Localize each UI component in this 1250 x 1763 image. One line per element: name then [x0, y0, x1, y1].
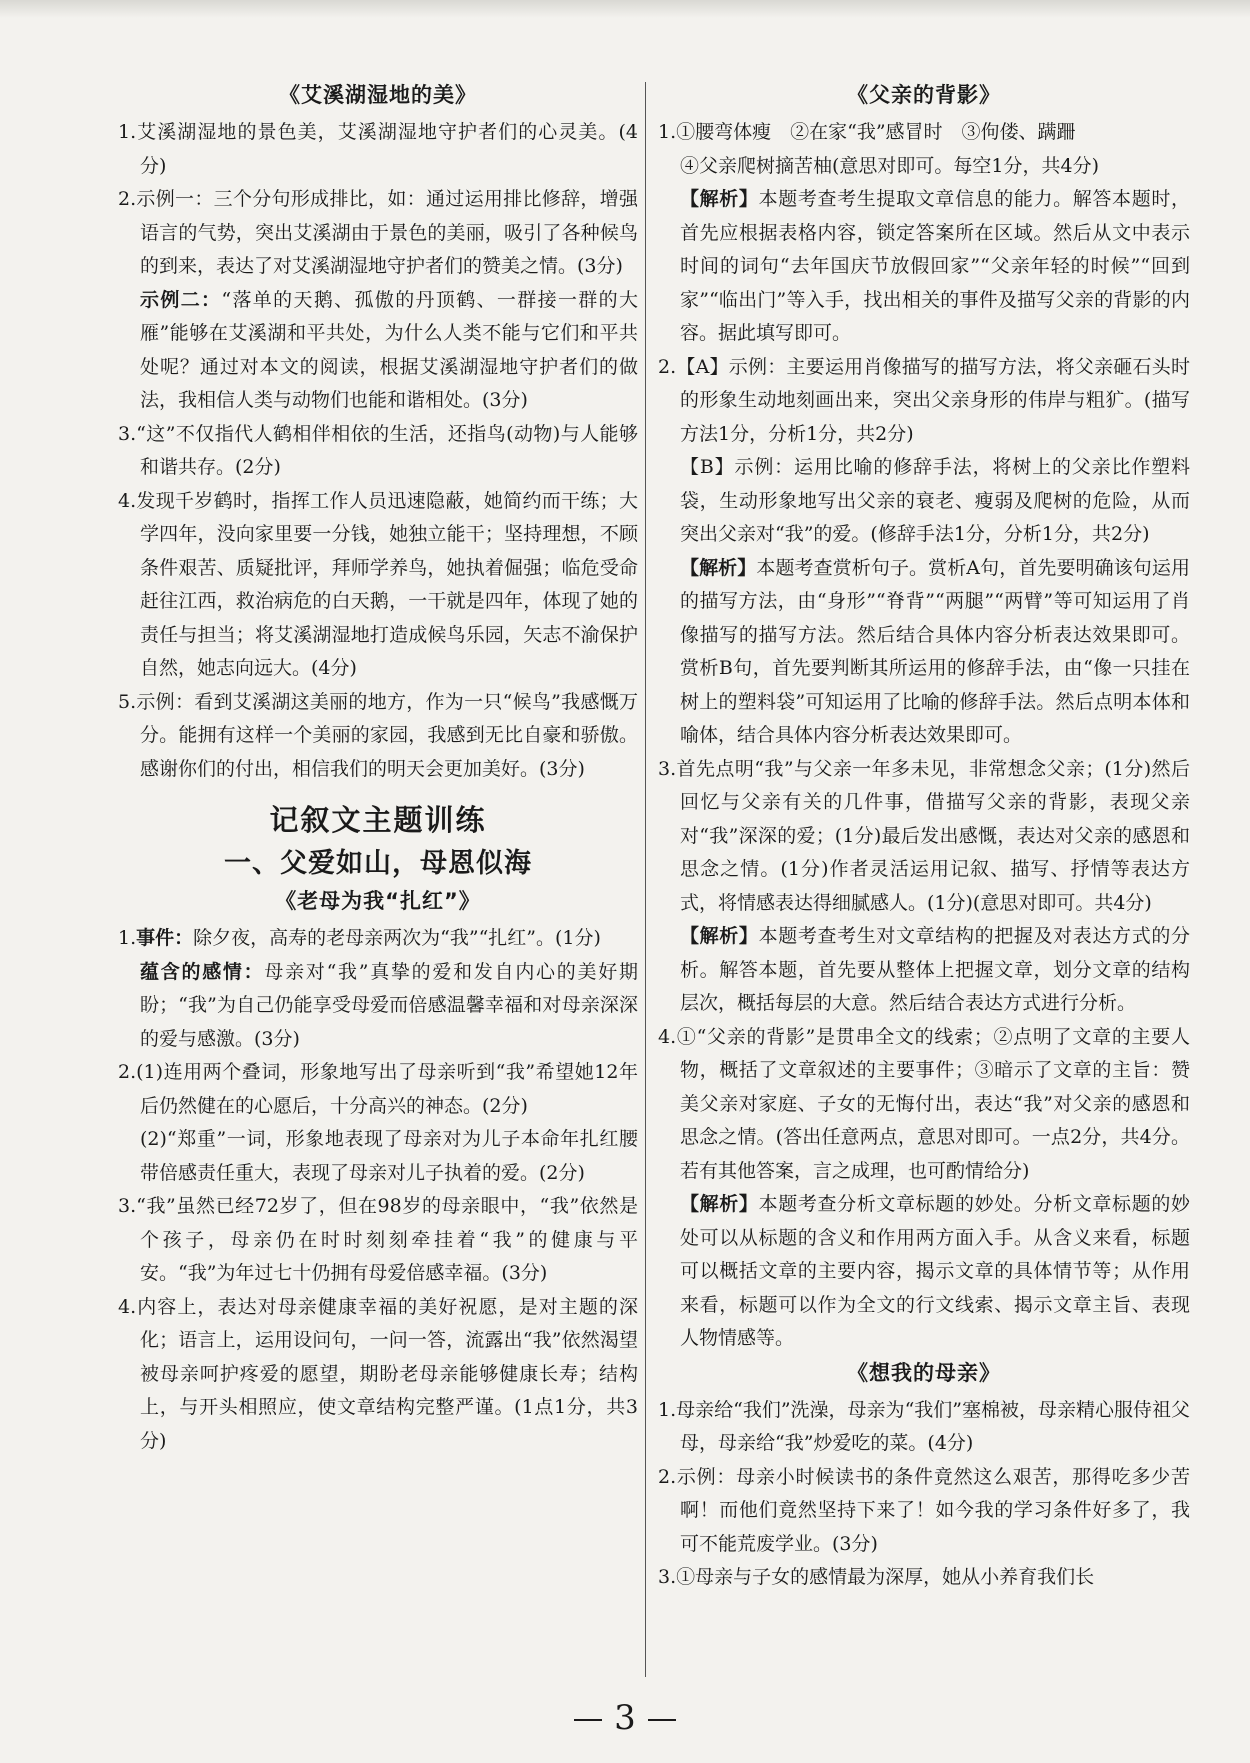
analysis-1: 【解析】本题考查考生提取文章信息的能力。解答本题时，首先应根据表格内容，锁定答案所在区域。然后从文中表示时间的词句“去年国庆节放假回家”“父亲年轻的时候”“回到家”“临出门”等入手，找出相关的事件及描写父亲的背影的内容。据此填写即可。 — [680, 188, 1190, 344]
right-column — [658, 78, 1190, 1595]
fuqin-answer-2b: 【B】示例：运用比喻的修辞手法，将树上的父亲比作塑料袋，生动形象地写出父亲的衰老、瘦弱及爬树的危险，从而突出父亲对“我”的爱。(修辞手法1分，分析1分，共2分) — [680, 456, 1190, 545]
muqin-answer-3: 3.①母亲与子女的感情最为深厚，她从小养育我们长 — [658, 1566, 1095, 1588]
fuqin-answer-1-cont: ④父亲爬树摘苦柚(意思对即可。每空1分，共4分) — [680, 154, 1100, 177]
section-title-aixihu: 《艾溪湖湿地的美》 — [279, 83, 477, 107]
emotion-text: 母亲对“我”真挚的爱和发自内心的美好期盼；“我”为自己仍能享受母爱而倍感温馨幸福和对母亲深深的爱与感激。(3分) — [140, 960, 638, 1050]
answer-1: 1.艾溪湖湿地的景色美，艾溪湖湿地守护者们的心灵美。(4分) — [118, 121, 638, 177]
analysis-label: 【解析】 — [680, 925, 759, 947]
section-title-muqin: 《想我的母亲》 — [847, 1360, 1001, 1385]
fuqin-answer-1: 1.①腰弯体瘦 ②在家“我”感冒时 ③佝偻、蹒跚 — [658, 121, 1076, 143]
unit-title: 一、父爱如山，母恩似海 — [224, 848, 532, 879]
left-column — [118, 78, 638, 1458]
answer-2: 2.示例一：三个分句形成排比，如：通过运用排比修辞，增强语言的气势，突出艾溪湖由于景色的美丽，吸引了各种候鸟的到来，表达了对艾溪湖湿地守护者们的赞美之情。(3分) — [118, 188, 638, 277]
analysis-label: 【解析】 — [680, 556, 757, 579]
answer-2-example-2 — [118, 284, 638, 418]
muqin-answer-2: 2.示例：母亲小时候读书的条件竟然这么艰苦，那得吃多少苦啊！而他们竟然坚持下来了！如今我的学习条件好多了，我可不能荒废学业。(3分) — [658, 1465, 1190, 1555]
analysis-label: 【解析】 — [680, 1193, 759, 1215]
fuqin-answer-4: 4.①“父亲的背影”是贯串全文的线索；②点明了文章的主要人物，概括了文章叙述的主要事件；③暗示了文章的主旨：赞美父亲对家庭、子女的无悔付出，表达“我”对父亲的感恩和思念之情。(答出任意两点，意思对即可。一点2分，共4分。若有其他答案，言之成理，也可酌情给分) — [658, 1025, 1190, 1182]
laomu-answer-1: 1.事件：除夕夜，高寿的老母亲两次为“我”“扎红”。(1分) — [118, 927, 601, 949]
event-text: 除夕夜，高寿的老母亲两次为“我”“扎红”。(1分) — [193, 927, 601, 949]
laomu-answer-1-emotion — [118, 956, 638, 1057]
answer-5: 5.示例：看到艾溪湖这美丽的地方，作为一只“候鸟”我感慨万分。能拥有这样一个美丽的家园，我感到无比自豪和骄傲。感谢你们的付出，相信我们的明天会更加美好。(3分) — [118, 690, 638, 780]
fuqin-answer-3: 3.首先点明“我”与父亲一年多未见，非常想念父亲；(1分)然后回忆与父亲有关的几件事，借描写父亲的背影，表现父亲对“我”深深的爱；(1分)最后发出感慨，表达对父亲的感恩和思念之情。(1分)作者灵活运用记叙、描写、抒情等表达方式，将情感表达得细腻感人。(1分)(意思对即可。共4分) — [658, 757, 1190, 914]
event-label: 事件： — [136, 927, 194, 949]
scan-edge-shadow — [0, 0, 1250, 18]
example-2-text: “落单的天鹅、孤傲的丹顶鹤、一群接一群的大雁”能够在艾溪湖和平共处，为什么人类不能与它们和平共处呢？通过对本文的阅读，根据艾溪湖湿地守护者们的做法，我相信人类与动物们也能和谐相处。(3分) — [140, 288, 638, 411]
answer-4: 4.发现千岁鹤时，指挥工作人员迅速隐蔽，她简约而干练；大学四年，没向家里要一分钱，她独立能干；坚持理想，不顾条件艰苦、质疑批评，拜师学养鸟，她执着倔强；临危受命赶往江西，救治病危的白天鹅，一干就是四年，体现了她的责任与担当；将艾溪湖湿地打造成候鸟乐园，矢志不渝保护自然，她志向远大。(4分) — [118, 489, 638, 679]
answer-3: 3.“这”不仅指代人鹤相伴相依的生活，还指鸟(动物)与人能够和谐共存。(2分) — [118, 422, 638, 478]
laomu-answer-2-part2: (2)“郑重”一词，形象地表现了母亲对为儿子本命年扎红腰带倍感责任重大，表现了母亲对儿子执着的爱。(2分) — [140, 1128, 638, 1184]
dash-left — [574, 1719, 602, 1721]
section-title-laomu: 《老母为我“扎红”》 — [275, 889, 481, 913]
muqin-answer-1: 1.母亲给“我们”洗澡，母亲为“我们”塞棉被，母亲精心服侍祖父母，母亲给“我”炒爱吃的菜。(4分) — [658, 1398, 1190, 1454]
emotion-label: 蕴含的感情： — [140, 960, 265, 983]
fuqin-answer-2: 2.【A】示例：主要运用肖像描写的描写方法，将父亲砸石头时的形象生动地刻画出来，突出父亲身形的伟岸与粗犷。(描写方法1分，分析1分，共2分) — [658, 355, 1190, 445]
analysis-2: 【解析】本题考查赏析句子。赏析A句，首先要明确该句运用的描写方法，由“身形”“脊背”“两腿”“两臂”等可知运用了肖像描写的描写方法。然后结合具体内容分析表达效果即可。赏析B句，首先要判断其所运用的修辞手法，由“像一只挂在树上的塑料袋”可知运用了比喻的修辞手法。然后点明本体和喻体，结合具体内容分析表达效果即可。 — [680, 556, 1190, 746]
laomu-answer-2: 2.(1)连用两个叠词，形象地写出了母亲听到“我”希望她12年后仍然健在的心愿后，十分高兴的神态。(2分) — [118, 1061, 638, 1117]
column-divider — [645, 82, 646, 1677]
chapter-title: 记叙文主题训练 — [269, 803, 487, 837]
page-number: 3 — [0, 1698, 1250, 1738]
analysis-4: 【解析】本题考查分析文章标题的妙处。分析文章标题的妙处可以从标题的含义和作用两方面入手。从含义来看，标题可以概括文章的主要内容，揭示文章的具体情节等；从作用来看，标题可以作为全文的行文线索、揭示文章主旨、表现人物情感等。 — [680, 1193, 1190, 1349]
analysis-label: 【解析】 — [680, 188, 759, 210]
section-title-fuqin: 《父亲的背影》 — [847, 83, 1001, 107]
laomu-answer-3: 3.“我”虽然已经72岁了，但在98岁的母亲眼中，“我”依然是个孩子，母亲仍在时时刻刻牵挂着“我”的健康与平安。“我”为年过七十仍拥有母爱倍感幸福。(3分) — [118, 1195, 638, 1284]
dash-right — [648, 1719, 676, 1721]
laomu-answer-4: 4.内容上，表达对母亲健康幸福的美好祝愿，是对主题的深化；语言上，运用设问句，一问一答，流露出“我”依然渴望被母亲呵护疼爱的愿望，期盼老母亲能够健康长寿；结构上，与开头相照应，使文章结构完整严谨。(1点1分，共3分) — [118, 1295, 638, 1452]
analysis-3: 【解析】本题考查考生对文章结构的把握及对表达方式的分析。解答本题，首先要从整体上把握文章，划分文章的结构层次，概括每层的大意。然后结合表达方式进行分析。 — [680, 925, 1190, 1014]
example-2-label: 示例二： — [140, 288, 222, 311]
